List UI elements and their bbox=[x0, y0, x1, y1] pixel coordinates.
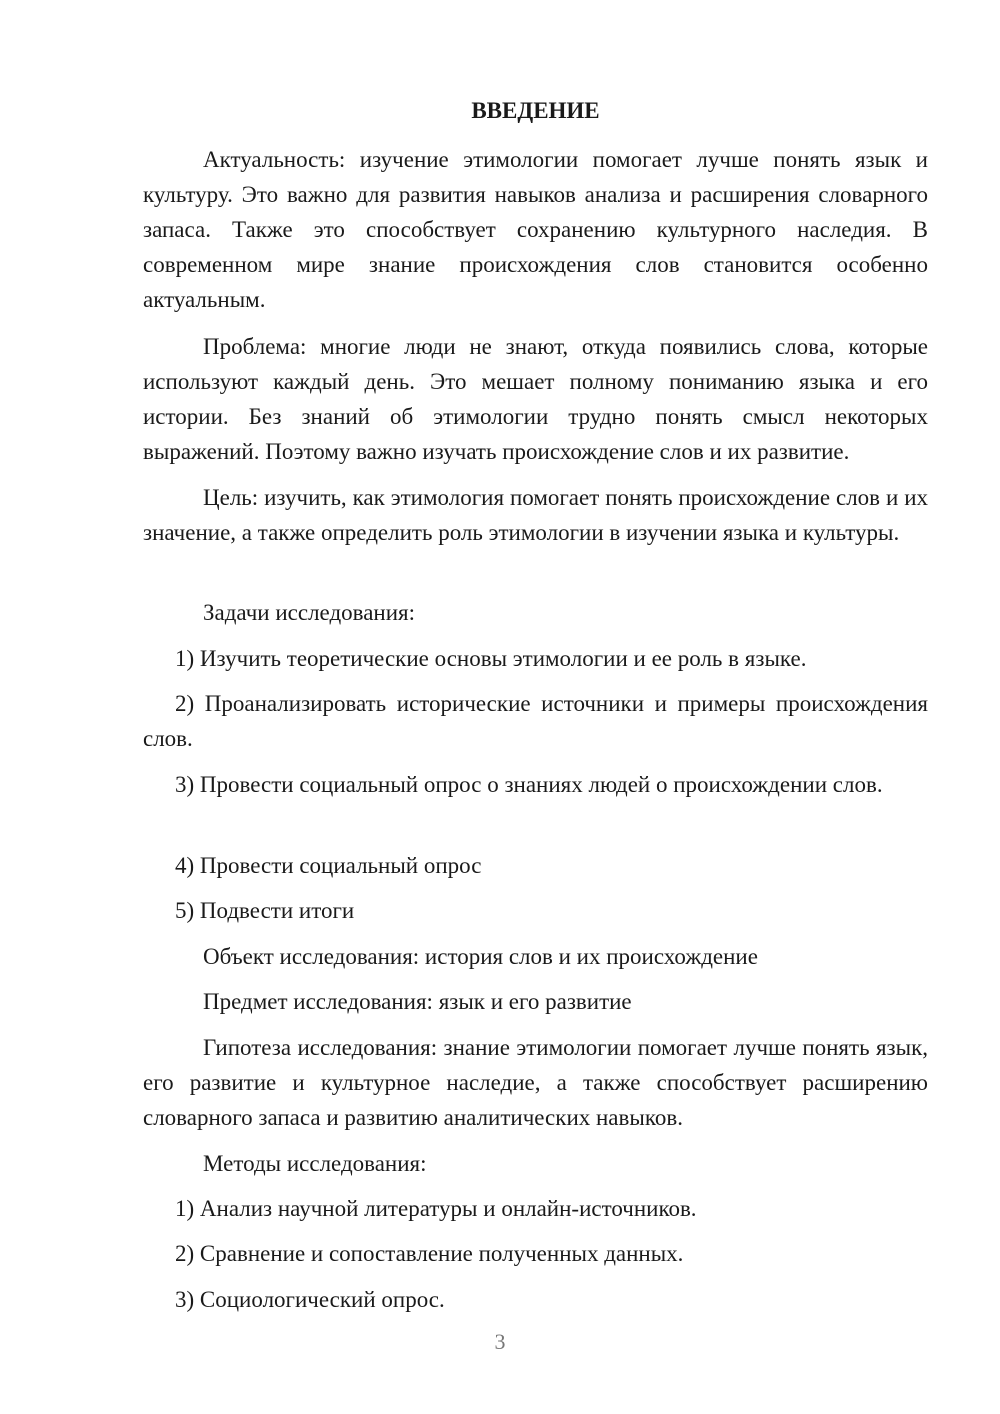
paragraph-problem: Проблема: многие люди не знают, откуда появились слова, которые используют каждый день. Это мешает полному пониманию языка и его истории. Без знаний об этимологии трудно понять смысл некоторых выражений. Поэтому важно изучать происхождение слов и их развитие. bbox=[143, 334, 928, 464]
page-number: 3 bbox=[494, 1329, 506, 1354]
list-item-method-1: 1) Анализ научной литературы и онлайн-источников. bbox=[175, 1196, 697, 1221]
page-title: ВВЕДЕНИЕ bbox=[471, 98, 600, 123]
list-item-method-3: 3) Социологический опрос. bbox=[175, 1287, 445, 1312]
paragraph-tasks-heading: Задачи исследования: bbox=[203, 600, 416, 625]
list-item-task-2: 2) Проанализировать исторические источники и примеры происхождения слов. bbox=[143, 691, 928, 751]
list-item-task-3: 3) Провести социальный опрос о знаниях людей о происхождении слов. bbox=[175, 772, 883, 797]
list-item-task-4: 4) Провести социальный опрос bbox=[175, 853, 482, 878]
document-page bbox=[143, 0, 928, 1414]
paragraph-methods-heading: Методы исследования: bbox=[203, 1151, 427, 1176]
list-item-task-5: 5) Подвести итоги bbox=[175, 898, 355, 923]
paragraph-hypothesis: Гипотеза исследования: знание этимологии помогает лучше понять язык, его развитие и культурное наследие, а также способствует расширению словарного запаса и развитию аналитических навыков. bbox=[143, 1035, 928, 1130]
list-item-task-1: 1) Изучить теоретические основы этимологии и ее роль в языке. bbox=[175, 646, 807, 671]
paragraph-relevance: Актуальность: изучение этимологии помогает лучше понять язык и культуру. Это важно для развития навыков анализа и расширения словарного запаса. Также это способствует сохранению культурного наследия. В современном мире знание происхождения слов становится особенно актуальным. bbox=[143, 147, 928, 312]
list-item-method-2: 2) Сравнение и сопоставление полученных данных. bbox=[175, 1241, 684, 1266]
paragraph-object: Объект исследования: история слов и их происхождение bbox=[203, 944, 758, 969]
paragraph-goal: Цель: изучить, как этимология помогает понять происхождение слов и их значение, а также определить роль этимологии в изучении языка и культуры. bbox=[143, 485, 928, 545]
paragraph-subject: Предмет исследования: язык и его развитие bbox=[203, 989, 632, 1014]
